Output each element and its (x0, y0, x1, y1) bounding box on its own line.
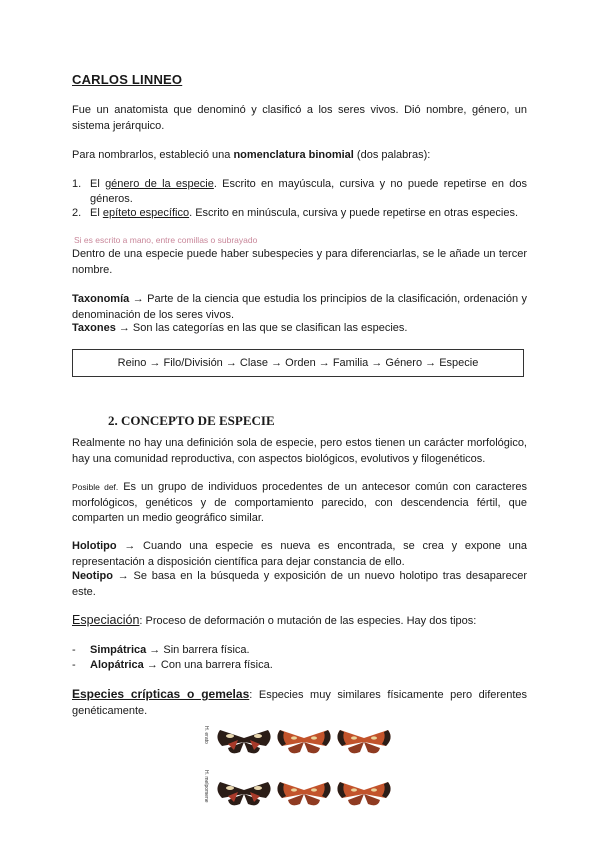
handwritten-note: Si es escrito a mano, entre comillas o subrayado (74, 235, 258, 245)
epithet-term: epíteto específico (102, 207, 190, 219)
taxonomia-paragraph: Taxonomía → Parte de la ciencia que estudia los principios de la clasificación, ordenación y denominación de los seres vivos. (72, 293, 527, 321)
figure-label-top: H. erato (203, 726, 209, 744)
holotipo-paragraph: Holotipo → Cuando una especie es nueva es encontrada, se crea y expone una representación a disposición científica para dejar constancia de ello. (72, 540, 527, 568)
intro-paragraph: Fue un anatomista que denominó y clasificó a los seres vivos. Dió nombre, género, un sistema jerárquico. (72, 104, 527, 132)
list-item: - Simpátrica → Sin barrera física. (72, 644, 250, 656)
neotipo-paragraph: Neotipo → Se basa en la búsqueda y exposición de un nuevo holotipo tras desaparecer este. (72, 570, 527, 598)
list-item: 1. El género de la especie. Escrito en mayúscula, cursiva y no puede repetirse en dos géneros. (72, 178, 528, 205)
concept-paragraph: Realmente no hay una definición sola de especie, pero estos tienen un carácter morfológico, hay una comunidad reproductiva, con aspectos biológicos, evolutivos y filogenéticos. (72, 437, 527, 465)
hierarchy-box: Reino → Filo/División → Clase → Orden → Familia → Género → Especie (72, 349, 524, 377)
taxones-paragraph: Taxones → Son las categorías en las que se clasifican las especies. (72, 322, 408, 334)
nomenclature-term: nomenclatura binomial (233, 149, 354, 161)
page-title: CARLOS LINNEO (72, 72, 183, 87)
subspecies-paragraph: Dentro de una especie puede haber subespecies y para diferenciarlas, se le añade un tercer nombre. (72, 248, 527, 276)
nomenclature-paragraph: Para nombrarlos, estableció una nomenclatura binomial (dos palabras): (72, 149, 431, 161)
possible-definition: Posible def. Es un grupo de individuos procedentes de un antecesor común con caracteres morfológicos, genéticos y de comportamiento parecido, con descendencia fértil, que comparten un medio geográfico similar. (72, 481, 527, 524)
especiacion-paragraph: Especiación: Proceso de deformación o mutación de las especies. Hay dos tipos: (72, 613, 477, 627)
cripticas-paragraph: Especies crípticas o gemelas: Especies muy similares físicamente pero diferentes genéticamente. (72, 687, 527, 717)
list-item: 2. El epíteto específico. Escrito en minúscula, cursiva y puede repetirse en otras especies. (72, 207, 519, 219)
genus-term: género de la especie (105, 178, 214, 190)
section-heading: 2. CONCEPTO DE ESPECIE (108, 413, 275, 428)
figure-label-bottom: H. melpomene (203, 770, 209, 803)
butterflies-figure (199, 720, 404, 820)
list-item: - Alopátrica → Con una barrera física. (72, 659, 273, 671)
